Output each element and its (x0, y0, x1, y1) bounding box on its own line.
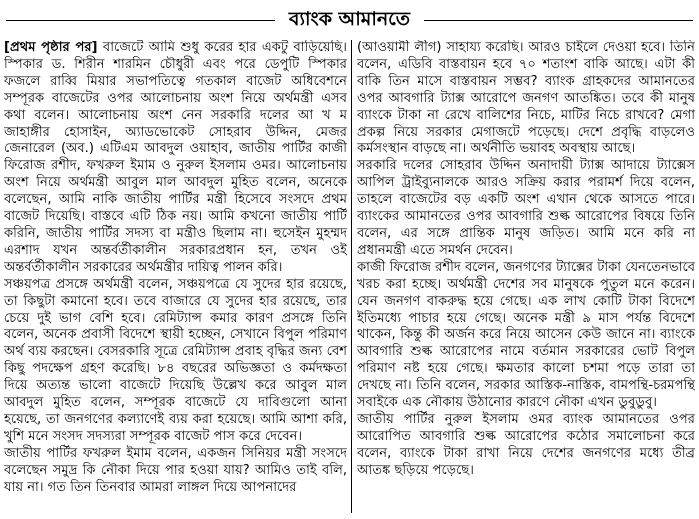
right-column (357, 40, 695, 480)
headline (0, 4, 699, 34)
paragraph: কাজী ফিরোজ রশীদ বলেন, জনগণের ট্যাক্সের টাকা যেনতেনভাবে খরচ করা হচ্ছে। অর্থমন্ত্রী দেশের সব মানুষকে পুতুল মনে করেন। যেন জনগণ বাকরুদ্ধ হয়ে গেছে। এক লাখ কোটি টাকা বিদেশে ইতিমধ্যে পাচার হয়ে গেছে। অনেক মন্ত্রী ৯ মাস পর্যন্ত বিদেশে থাকেন, কিন্তু কী অর্জন করে নিয়ে আসেন কেউ জানে না। ব্যাংকে আবগারি শুল্ক আরোপের নামে বর্তমান সরকারের ভোট বিপুল পরিমাণ নষ্ট হয়ে গেছে। ক্ষমতার কালো চশমা পড়ে তারা তা দেখছে না। তিনি বলেন, সরকার আস্তিক-নাস্তিক, বামপন্থি-চরমপন্থি সবাইকে এক নৌকায় উঠানোর কারণে নৌকা এখন ডুবুডুবু। (357, 259, 695, 411)
paragraph: সরকারি দলের সোহরাব উদ্দিন অনাদায়ী ট্যাক্স আদায়ে ট্যাক্সেস আপিল ট্রাইব্যুনালকে আরও সক্রিয় করার পরামর্শ দিয়ে বলেন, তাহলে বাজেটের বড় একটি অংশ এখান থেকে আসতে পারে। ব্যাংকের আমানতের ওপর আবগারি শুল্ক আরোপের বিষয়ে তিনি বলেন, এর সঙ্গে প্রান্তিক মানুষ জড়িত। আমি মনে করি না প্রধানমন্ত্রী এতে সমর্থন দেবেন। (357, 158, 695, 258)
paragraph: জাতীয় পার্টির ফখরুল ইমাম বলেন, একজন সিনিয়র মন্ত্রী সংসদে বলেছেন সমুদ্র কি নৌকা দিয়ে পার হওয়া যায়? আমিও তাই বলি, যায় না। গত তিন তিনবার আমরা লাঙ্গল দিয়ে আপনাদের (4, 445, 347, 495)
column-divider (351, 40, 352, 513)
paragraph (4, 40, 347, 277)
paragraph: জাতীয় পার্টির নুরুল ইসলাম ওমর ব্যাংক আমানতের ওপর আরোপিত আবগারি শুল্ক আরোপের কঠোর সমালোচনা করে বলেন, ব্যাংকে টাকা রাখা নিয়ে দেশের জনগণের মধ্যে তীব্র আতঙ্ক ছড়িয়ে পড়েছে। (357, 411, 695, 478)
left-column (4, 40, 347, 496)
paragraph-text: বাজেটে আমি শুধু করের হার একটু বাড়িয়েছি। স্পিকার ড. শিরীন শারমিন চৌধুরী এবং পরে ডেপুটি স্পিকার ফজলে রাব্বি মিয়ার সভাপতিত্বে গতকাল বাজেট অধিবেশনে সম্পূরক বাজেটের ওপর আলোচনায় অংশ নিয়ে অর্থমন্ত্রী এসব কথা বলেন। আলোচনায় অংশ নেন সরকারি দলের আ খ ম জাহাঙ্গীর হোসাইন, অ্যাডভোকেট সোহরাব উদ্দিন, মেজর জেনারেল (অব.) এটিএম আবদুল ওয়াহাব, জাতীয় পার্টির কাজী ফিরোজ রশীদ, ফখরুল ইমাম ও নুরুল ইসলাম ওমর। আলোচনায় অংশ নিয়ে অর্থমন্ত্রী আবুল মাল আবদুল মুহিত বলেন, অনেকে বলেছেন, আমি নাকি জাতীয় পার্টির মন্ত্রী হিসেবে সংসদে প্রথম বাজেট দিয়েছি। বাস্তবে এটি ঠিক নয়। আমি কখনো জাতীয় পার্টি করিনি, জাতীয় পার্টির সদস্য বা মন্ত্রীও ছিলাম না। হুসেইন মুহম্মদ এরশাদ যখন অন্তর্বর্তীকালীন সরকারপ্রধান হন, তখন ওই অন্তর্বর্তীকালীন সরকারের অর্থমন্ত্রীর দায়িত্ব পালন করি। (4, 40, 347, 275)
headline-text: ব্যাংক আমানতে (275, 8, 424, 30)
paragraph: (আওয়ামী লীগ) সাহায্য করেছি। আরও চাইলে দেওয়া হবে। তিনি বলেন, এডিবি বাস্তবায়ন হবে ৭০ শতাংশ বাকি আছে। এটা কী বাকি তিন মাসে বাস্তবায়ন সম্ভব? ব্যাংক গ্রাহকদের আমানতের ওপর আবগারি ট্যাক্স আরোপে জনগণ আতঙ্কিত। তবে কী মানুষ ব্যাংকে টাকা না রেখে বালিশের নিচে, মাটির নিচে রাখবে? মেগা প্রকল্প নিয়ে সরকার মেগাজটে পড়েছে। দেশে প্রবৃদ্ধি বাড়লেও কর্মসংস্থান বাড়ছে না। অর্থনীতি ভয়াবহ অবস্থায় আছে। (357, 40, 695, 157)
continuation-tag: [প্রথম পৃষ্ঠার পর] (4, 40, 98, 55)
paragraph: সঞ্চয়পত্র প্রসঙ্গে অর্থমন্ত্রী বলেন, সঞ্চয়পত্রে যে সুদের হার রয়েছে, তা কিছুটা কমানো হবে। তবে বাজারে যে সুদের হার রয়েছে, তার চেয়ে দুই ভাগ বেশি হবে। রেমিট্যান্স কমার কারণ প্রসঙ্গে তিনি বলেন, অনেক প্রবাসী বিদেশে স্থায়ী হচ্ছেন, সেখানে বিপুল পরিমাণ অর্থ ব্যয় করছেন। বেসরকারি সূত্রে রেমিট্যান্স প্রবাহ বৃদ্ধির জন্য বেশ কিছু পদক্ষেপ গ্রহণ করেছি। ৮৪ বছরের অভিজ্ঞতা ও কর্মদক্ষতা দিয়ে অত্যন্ত ভালো বাজেটে দিয়েছি উল্লেখ করে আবুল মাল আবদুল মুহিত বলেন, সম্পূরক বাজেটে যে দাবিগুলো আনা হয়েছে, তা জনগণের কল্যাণেই ব্যয় করা হয়েছে। আমি আশা করি, খুশি মনে সংসদ সদস্যরা সম্পূরক বাজেট পাস করে দেবেন। (4, 276, 347, 444)
